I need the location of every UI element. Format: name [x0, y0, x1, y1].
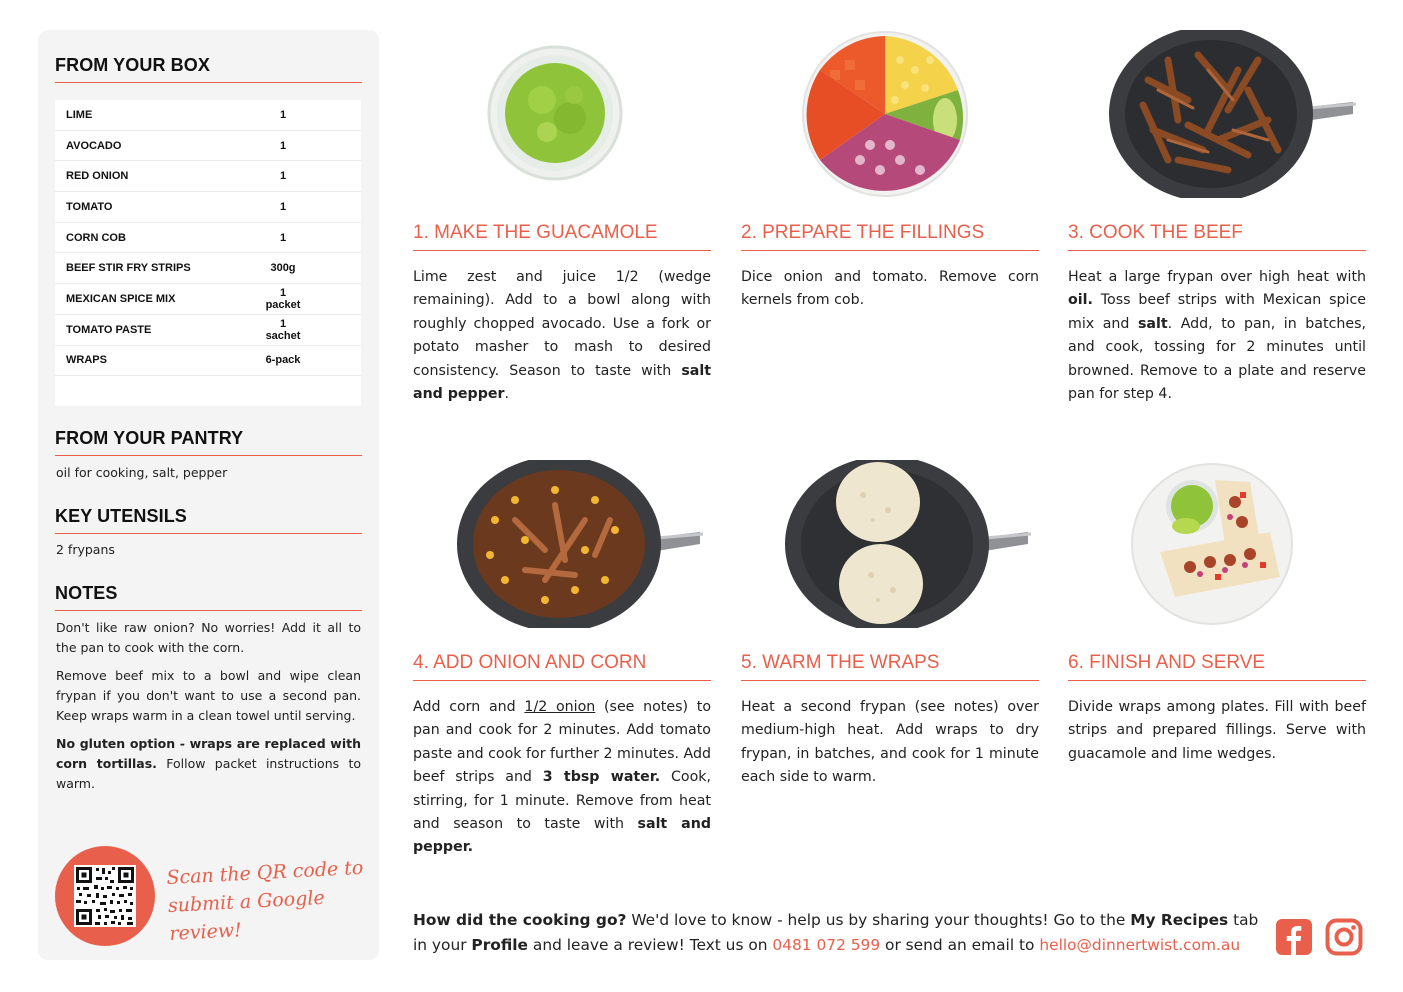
step-body: Dice onion and tomato. Remove corn kernels from cob. [741, 269, 1039, 309]
step-title: 4. ADD ONION AND CORN [413, 652, 711, 681]
facebook-icon[interactable] [1275, 918, 1313, 956]
pantry-text: oil for cooking, salt, pepper [56, 465, 228, 480]
step-body: Heat a large frypan over high heat with oil. Toss beef strips with Mexican spice mix and salt. Add, to pan, in batches, and cook, tossing for 2 minutes until browned. Remove to a plate and reserve pan for step 4. [1068, 269, 1366, 403]
step-title: 1. MAKE THE GUACAMOLE [413, 222, 711, 251]
step-title: 6. FINISH AND SERVE [1068, 652, 1366, 681]
from-your-pantry-heading: FROM YOUR PANTRY [55, 428, 362, 456]
notes-heading: NOTES [55, 583, 362, 611]
fillings-plate-image [800, 30, 970, 198]
step-body: Add corn and 1/2 onion (see notes) to pan and cook for 2 minutes. Add tomato paste and cook for further 2 minutes. Add beef strips and 3 tbsp water. Cook, stirring, for 1 minute. Remove from heat and season to taste with salt and pepper. [413, 699, 712, 856]
table-row: BEEF STIR FRY STRIPS 300g [55, 253, 361, 284]
key-utensils-heading: KEY UTENSILS [55, 506, 362, 534]
beef-frypan-image [1108, 30, 1358, 198]
step-body: Lime zest and juice 1/2 (wedge remaining). Add to a bowl along with roughly chopped avocado. Use a fork or potato masher to mash to desired consistency. Season to taste with salt and pepper. [413, 269, 711, 403]
step-title: 3. COOK THE BEEF [1068, 222, 1366, 251]
qr-caption: Scan the QR code to submit a Google review! [165, 856, 364, 945]
notes-paragraph-2: Remove beef mix to a bowl and wipe clean frypan if you don't want to use a second pan. Keep wraps warm in a clean towel until serving. [56, 668, 361, 723]
guacamole-bowl-image [482, 40, 628, 186]
ingredients-panel [38, 30, 379, 960]
table-row: CORN COB 1 [55, 223, 361, 254]
table-row: WRAPS 6-pack [55, 346, 361, 377]
phone-link[interactable]: 0481 072 599 [772, 936, 881, 954]
step-title: 2. PREPARE THE FILLINGS [741, 222, 1039, 251]
qr-badge [55, 846, 155, 946]
served-wraps-plate-image [1130, 462, 1294, 626]
notes-paragraph-1: Don't like raw onion? No worries! Add it all to the pan to cook with the corn. [56, 620, 361, 655]
step-body: Divide wraps among plates. Fill with beef strips and prepared fillings. Serve with guacamole and lime wedges. [1068, 699, 1366, 762]
email-link[interactable]: hello@dinnertwist.com.au [1039, 936, 1241, 954]
ingredients-table [55, 100, 361, 406]
qr-code-icon[interactable] [74, 865, 136, 927]
feedback-footer: How did the cooking go? We'd love to know - help us by sharing your thoughts! Go to the My Recipes tab in your Profile and leave a review! Text us on 0481 072 599 or send an email to hello@dinnertwist.com.au [413, 911, 1259, 954]
utensils-text: 2 frypans [56, 542, 115, 557]
table-row: AVOCADO 1 [55, 131, 361, 162]
notes-paragraph-3: No gluten option - wraps are replaced with corn tortillas. Follow packet instructions to warm. [56, 736, 362, 791]
step-title: 5. WARM THE WRAPS [741, 652, 1039, 681]
instagram-icon[interactable] [1325, 918, 1363, 956]
table-row: TOMATO PASTE 1 sachet [55, 315, 361, 346]
step-body: Heat a second frypan (see notes) over medium-high heat. Add wraps to dry frypan, in batches, and cook for 1 minute each side to warm. [741, 699, 1039, 786]
onion-corn-frypan-image [455, 460, 705, 628]
from-your-box-heading: FROM YOUR BOX [55, 55, 362, 83]
table-row: MEXICAN SPICE MIX 1 packet [55, 284, 361, 315]
table-row: TOMATO 1 [55, 192, 361, 223]
wraps-frypan-image [783, 460, 1033, 628]
table-row: RED ONION 1 [55, 161, 361, 192]
table-row: LIME 1 [55, 100, 361, 131]
